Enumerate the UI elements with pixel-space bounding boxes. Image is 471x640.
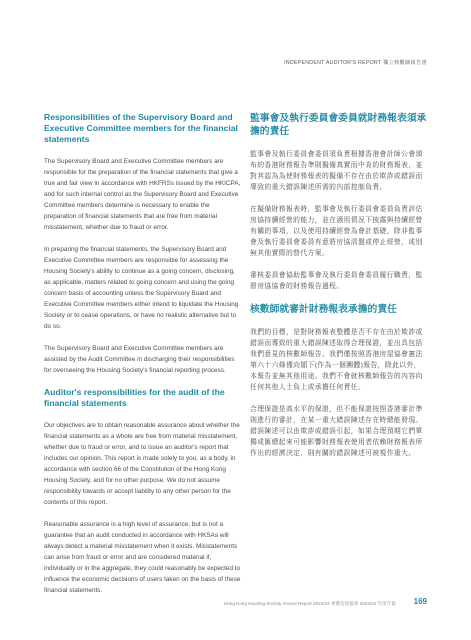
paragraph: The Supervisory Board and Executive Committee members are responsible for the preparation of the financial statements that give a true and fair view in accordance with HKFRSs issued by the HKICPA, and for such internal control as the Supervisory Board and Executive Committee members determine is necessary to enable the preparation of financial statements that are free from material misstatement, whether due to fraud or error. [44, 158, 241, 231]
chinese-column [250, 112, 428, 470]
page-number: 169 [413, 597, 427, 606]
paragraph: 在擬備財務報表時，監事會及執行委員會委員負責評估房協持續經營的能力，並在適用情況下披露與持續經營有關的事項，以及使用持續經營為會計基礎，除非監事會及執行委員會委員有意將房協清盤或停止經營，或別無其他實際的替代方案。 [250, 206, 423, 257]
section-auditor-zh [250, 303, 428, 459]
section-auditor-en [44, 387, 241, 596]
section-heading-supervisory-en: Responsibilities of the Supervisory Board and Executive Committee members for the financial statements [44, 112, 238, 144]
english-column [44, 112, 241, 607]
paragraph: Reasonable assurance is a high level of assurance, but is not a guarantee that an audit conducted in accordance with HKSAs will always detect a material misstatement when it exists. Misstatements can arise from fraud or error and are considered material if, individually or in the aggregate, they could reasonably be expected to influence the economic decisions of users taken on the basis of these financial statements. [44, 521, 241, 594]
paragraph: 我們的目標，是對財務報表整體是否不存在由於欺詐或錯誤而導致的重大錯誤陳述取得合理保證，並出具包括我們意見的核數師報告。我們僅按照香港房屋協會憲法第六十六條僅向閣下(作為一個團體)報告，除此以外，本報告並無其他用途。我們不會就核數師報告的內容向任何其他人士負上或承擔任何責任。 [250, 329, 423, 391]
paragraph: The Supervisory Board and Executive Committee members are assisted by the Audit Committee in discharging their responsibilities for overseeing the Housing Society's financial reporting process. [44, 345, 235, 374]
section-heading-supervisory-zh: 監事會及執行委員會委員就財務報表須承擔的責任 [250, 113, 427, 137]
paragraph: 審核委員會協助監事會及執行委員會委員履行職責，監督房協協會的財務報告過程。 [250, 272, 423, 290]
running-footer: Hong Kong Housing Society Annual Report 2023/24 香港房屋協會 2023/24 年度年報 [223, 601, 396, 606]
section-supervisory-zh [250, 112, 428, 292]
paragraph: In preparing the financial statements, the Supervisory Board and Executive Committee members are responsible for assessing the Housing Society's ability to continue as a going concern, disclosing, as applicable, matters related to going concern and using the going concern basis of accounting unless the Supervisory Board and Executive Committee members either intend to liquidate the Housing Society or to cease operations, or have no realistic alternative but to do so. [44, 246, 239, 330]
paragraph: 監事會及執行委員會委員須負責根據香港會計師公會頒布的香港財務報告準則擬備真實而中肯的財務報表，並對其認為為使財務報表的擬備不存在由於欺詐或錯誤而導致的重大錯誤陳述所需的內部控制負責。 [250, 151, 423, 191]
paragraph: Our objectives are to obtain reasonable assurance about whether the financial statements as a whole are free from material misstatement, whether due to fraud or error, and to issue an auditor's report that includes our opinion. This report is made solely to you, as a body, in accordance with section 66 of the Constitution of the Hong Kong Housing Society, and for no other purpose. We do not assume responsibility towards or accept liability to any other person for the contents of this report. [44, 422, 240, 506]
section-supervisory-en [44, 112, 241, 376]
section-heading-auditor-zh: 核數師就審計財務報表承擔的責任 [250, 304, 397, 315]
running-header: INDEPENDENT AUDITOR'S REPORT 獨立核數師報告書 [284, 60, 427, 66]
paragraph: 合理保證是高水平的保證，但不能保證按照香港審計準則進行的審計，在某一重大錯誤陳述存在時總能發現。錯誤陳述可以由欺詐或錯誤引起，如果合理預期它們單獨或匯總起來可能影響財務報表使用者依賴財務報表所作出的經濟決定，則有關的錯誤陳述可被視作重大。 [250, 406, 423, 457]
section-heading-auditor-en: Auditor's responsibilities for the audit of the financial statements [44, 387, 225, 408]
